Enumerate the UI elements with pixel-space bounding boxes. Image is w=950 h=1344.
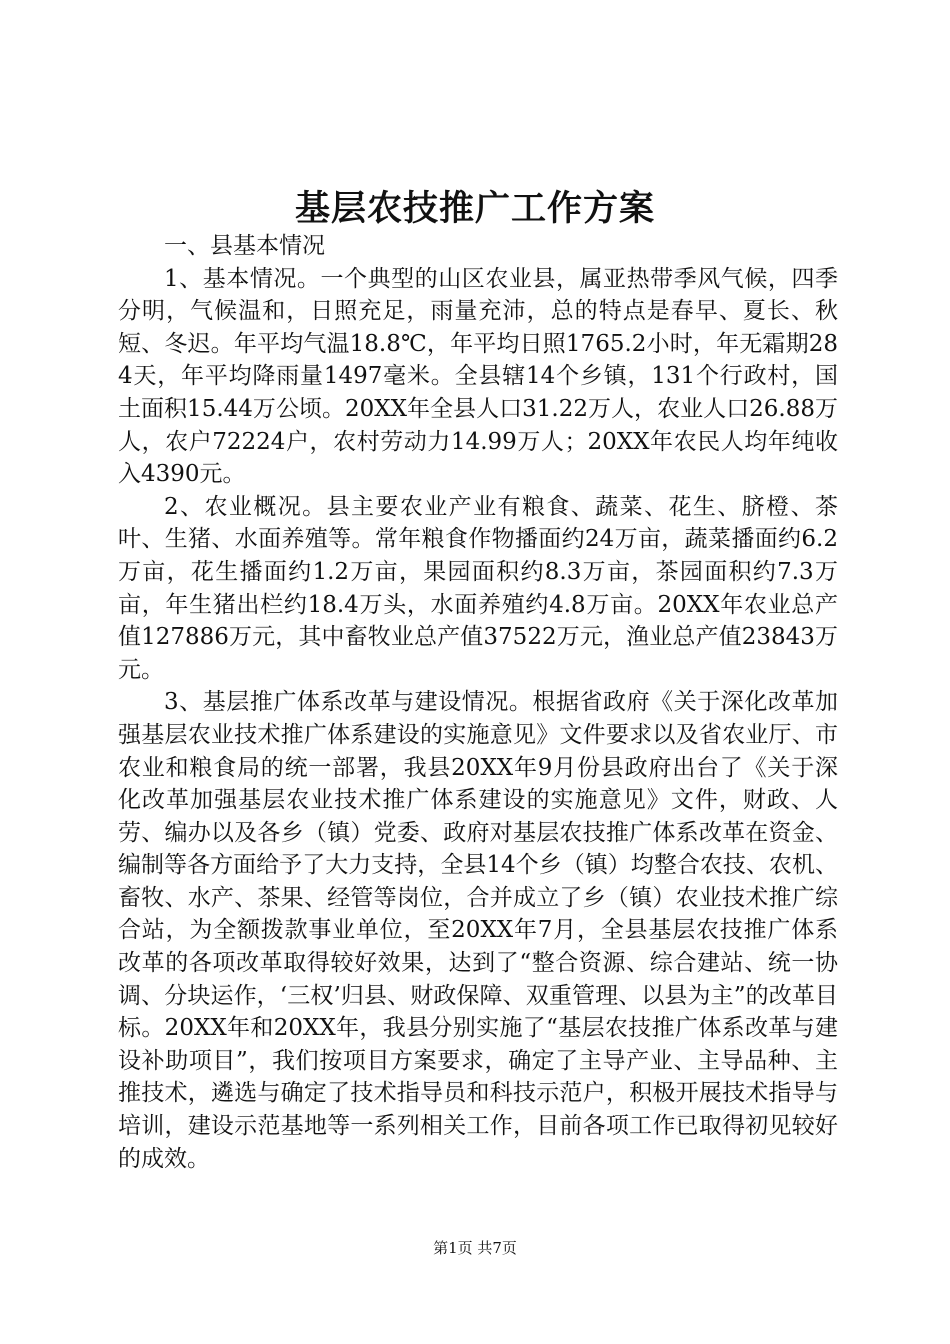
document-body (118, 230, 838, 1175)
document-title: 基层农技推广工作方案 (294, 189, 655, 229)
paragraph-basic-situation: 1、基本情况。一个典型的山区农业县，属亚热带季风气候，四季分明，气候温和，日照充足，雨量充沛，总的特点是春早、夏长、秋短、冬迟。年平均气温18.8℃，年平均日照1765.2小时，年无霜期284天，年平均降雨量1497毫米。全县辖14个乡镇，131个行政村，国土面积15.44万公顷。20XX年全县人口31.22万人，农业人口26.88万人，农户72224户，农村劳动力14.99万人；20XX年农民人均年纯收入4390元。 (118, 265, 838, 488)
page-footer (0, 1238, 950, 1258)
paragraph-agriculture-overview: 2、农业概况。县主要农业产业有粮食、蔬菜、花生、脐橙、茶叶、生猪、水面养殖等。常年粮食作物播面约24万亩，蔬菜播面约6.2万亩，花生播面约1.2万亩，果园面积约8.3万亩，茶园面积约7.3万亩，年生猪出栏约18.4万头，水面养殖约4.8万亩。20XX年农业总产值127886万元，其中畜牧业总产值37522万元，渔业总产值23843万元。 (118, 493, 838, 683)
page-total: 共7页 (477, 1239, 517, 1257)
section-heading: 一、县基本情况 (164, 233, 325, 259)
paragraph-extension-reform: 3、基层推广体系改革与建设情况。根据省政府《关于深化改革加强基层农业技术推广体系建设的实施意见》文件要求以及省农业厅、市农业和粮食局的统一部署，我县20XX年9月份县政府出台了《关于深化改革加强基层农业技术推广体系建设的实施意见》文件，财政、人劳、编办以及各乡（镇）党委、政府对基层农技推广体系改革在资金、编制等各方面给予了大力支持，全县14个乡（镇）均整合农技、农机、畜牧、水产、茶果、经管等岗位，合并成立了乡（镇）农业技术推广综合站，为全额拨款事业单位，至20XX年7月，全县基层农技推广体系改革的各项改革取得较好效果，达到了“整合资源、综合建站、统一协调、分块运作，‘三权’归县、财政保障、双重管理、以县为主”的改革目标。20XX年和20XX年，我县分别实施了“基层农技推广体系改革与建设补助项目”，我们按项目方案要求，确定了主导产业、主导品种、主推技术，遴选与确定了技术指导员和科技示范户，积极开展技术指导与培训，建设示范基地等一系列相关工作，目前各项工作已取得初见较好的成效。 (118, 689, 838, 1172)
page-number: 第1页 (433, 1239, 473, 1257)
